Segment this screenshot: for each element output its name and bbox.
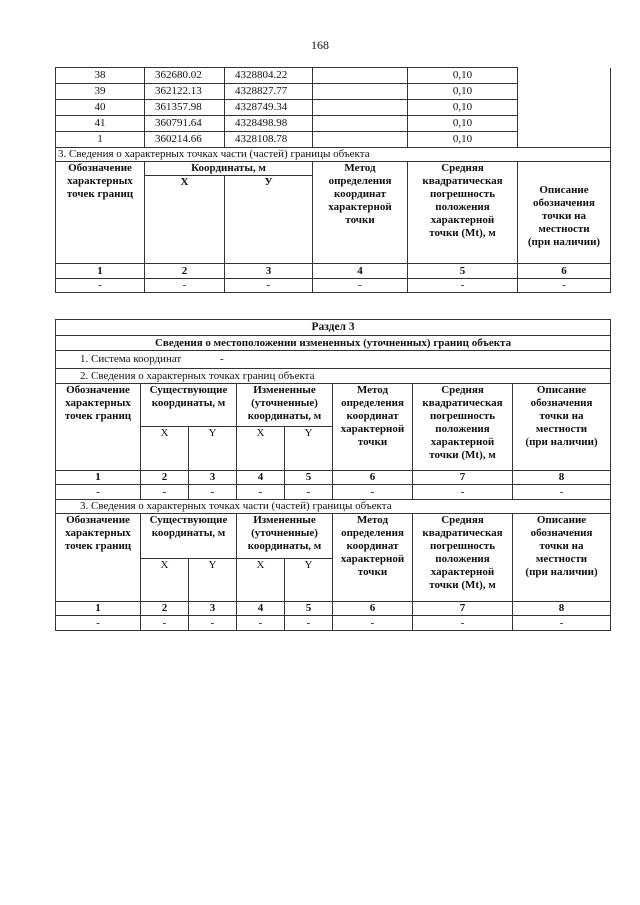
s3a-h-x1: X — [141, 427, 189, 471]
header-line: точки (Mt), м — [429, 227, 496, 239]
s3a-h-x2: X — [237, 427, 285, 471]
header-line: Измененные — [253, 384, 316, 396]
top-data-row — [56, 100, 611, 116]
sub2-title: 2. Сведения о характерных точках границ объекта — [56, 369, 611, 384]
empty-value: - — [141, 485, 189, 500]
s3b-h-y1: Y — [189, 559, 237, 602]
s3b-h-x2: X — [237, 559, 285, 602]
header-line: координат — [346, 410, 399, 422]
point-number: 39 — [56, 84, 145, 100]
header-line: определения — [341, 397, 404, 409]
description — [518, 132, 611, 148]
column-number: 8 — [513, 602, 611, 616]
empty-value: - — [225, 279, 313, 293]
h-text — [239, 514, 330, 553]
column-number: 4 — [237, 602, 285, 616]
coord-y: 4328827.77 — [225, 84, 313, 100]
column-number: 3 — [189, 471, 237, 485]
top-h-c4 — [313, 162, 408, 264]
method — [313, 68, 408, 84]
h-text — [239, 384, 330, 423]
header-line: Измененные — [253, 514, 316, 526]
coord-y: 4328108.78 — [225, 132, 313, 148]
header-line: характерной — [340, 553, 405, 565]
s3a-h-y1: Y — [189, 427, 237, 471]
s3a-h-changed — [237, 384, 333, 427]
column-number: 6 — [333, 602, 413, 616]
header-line: Описание — [536, 514, 587, 526]
header-line: обозначения — [530, 527, 593, 539]
empty-value: - — [237, 616, 285, 631]
description — [518, 100, 611, 116]
header-line: точки на — [539, 410, 584, 422]
header-line: точки — [345, 214, 375, 226]
s3b-h-changed — [237, 514, 333, 559]
empty-value: - — [333, 616, 413, 631]
header-line: погрешность — [429, 410, 496, 422]
top-h-c1 — [56, 162, 145, 264]
top-dashes-row — [56, 279, 611, 293]
header-line: характерных — [65, 527, 131, 539]
method — [313, 132, 408, 148]
coord-y: 4328498.98 — [225, 116, 313, 132]
h-text — [58, 514, 138, 553]
top-table — [55, 67, 611, 293]
header-line: Метод — [344, 162, 376, 174]
header-line: точки (Mt), м — [429, 449, 496, 461]
top-h-coords: Координаты, м — [145, 162, 313, 176]
empty-value: - — [56, 279, 145, 293]
h-text — [515, 514, 608, 579]
top-nums-row — [56, 264, 611, 279]
empty-value: - — [141, 616, 189, 631]
empty-value: - — [313, 279, 408, 293]
column-number: 7 — [413, 471, 513, 485]
mt-value: 0,10 — [408, 100, 518, 116]
empty-value: - — [518, 279, 611, 293]
point-number: 1 — [56, 132, 145, 148]
coord-x: 360214.66 — [145, 132, 225, 148]
h-text — [58, 162, 142, 201]
empty-value: - — [413, 485, 513, 500]
empty-value: - — [145, 279, 225, 293]
header-line: квадратическая — [422, 397, 503, 409]
header-line: квадратическая — [422, 527, 503, 539]
header-line: точки — [357, 566, 388, 578]
method — [313, 84, 408, 100]
empty-value: - — [285, 485, 333, 500]
header-line: обозначения — [533, 197, 595, 209]
h-text — [58, 384, 138, 423]
coord-x: 362122.13 — [145, 84, 225, 100]
column-number: 6 — [518, 264, 611, 279]
empty-value: - — [513, 616, 611, 631]
header-line: точек границ — [64, 410, 132, 422]
h-text — [335, 514, 410, 579]
s3a-h-c7 — [413, 384, 513, 471]
s3a-h-existing — [141, 384, 237, 427]
top-data-row — [56, 132, 611, 148]
h-text — [415, 384, 510, 462]
header-line: координаты, м — [151, 397, 226, 409]
top-data-row — [56, 68, 611, 84]
header-line: характерной — [430, 566, 495, 578]
header-line: Существующие — [149, 514, 228, 526]
empty-value: - — [56, 485, 141, 500]
empty-value: - — [513, 485, 611, 500]
column-number: 4 — [237, 471, 285, 485]
header-line: Обозначение — [66, 384, 130, 396]
coord-system-row — [56, 351, 611, 369]
column-number: 1 — [56, 602, 141, 616]
header-line: квадратическая — [422, 175, 503, 187]
coord-x: 362680.02 — [145, 68, 225, 84]
empty-value: - — [408, 279, 518, 293]
header-line: местности — [535, 423, 588, 435]
s3b-h-c8 — [513, 514, 611, 602]
header-line: координаты, м — [247, 410, 322, 422]
h-text — [335, 384, 410, 449]
top-data-row — [56, 84, 611, 100]
header-line: Метод — [356, 384, 389, 396]
header-line: точки на — [539, 540, 584, 552]
header-line: характерной — [430, 214, 495, 226]
s3-sub3-title: 3. Сведения о характерных точках части (частей) границы объекта — [56, 500, 611, 514]
column-number: 5 — [285, 602, 333, 616]
s3b-h-c7 — [413, 514, 513, 602]
s3b-h-y2: Y — [285, 559, 333, 602]
h-text — [410, 162, 515, 240]
s3b-h-c6 — [333, 514, 413, 602]
s3a-h-y2: Y — [285, 427, 333, 471]
empty-value: - — [189, 485, 237, 500]
top-data-row — [56, 116, 611, 132]
point-number: 40 — [56, 100, 145, 116]
header-line: характерных — [65, 397, 131, 409]
top-h-y: У — [225, 176, 313, 264]
header-line: координат — [346, 540, 399, 552]
header-line: (уточненные) — [251, 527, 318, 539]
h-text — [143, 384, 234, 410]
empty-value: - — [237, 485, 285, 500]
header-line: (при наличии) — [525, 436, 598, 448]
column-number: 7 — [413, 602, 513, 616]
mt-value: 0,10 — [408, 132, 518, 148]
top-h-c6 — [518, 162, 611, 264]
s3a-h-c8 — [513, 384, 611, 471]
header-line: погрешность — [429, 188, 496, 200]
header-line: характерной — [430, 436, 495, 448]
header-line: точек границ — [64, 540, 132, 552]
column-number: 5 — [408, 264, 518, 279]
s3b-dashes-row — [56, 616, 611, 631]
header-line: координаты, м — [151, 527, 226, 539]
header-line: положения — [435, 423, 490, 435]
h-text — [143, 514, 234, 540]
empty-value: - — [189, 616, 237, 631]
section3-title: Раздел 3 — [56, 320, 611, 336]
h-text — [415, 514, 510, 592]
column-number: 5 — [285, 471, 333, 485]
section3-subtitle: Сведения о местоположении измененных (уточненных) границ объекта — [56, 336, 611, 351]
header-line: погрешность — [429, 540, 496, 552]
header-line: характерной — [340, 423, 405, 435]
description — [518, 116, 611, 132]
header-line: Обозначение — [68, 162, 132, 174]
header-line: Обозначение — [66, 514, 130, 526]
header-line: (уточненные) — [251, 397, 318, 409]
coord-y: 4328804.22 — [225, 68, 313, 84]
coord-system-label: 1. Система координат — [80, 353, 182, 365]
coord-x: 361357.98 — [145, 100, 225, 116]
section3-table — [55, 319, 611, 631]
column-number: 6 — [333, 471, 413, 485]
top-sub3-row — [56, 148, 611, 162]
h-text — [520, 184, 608, 249]
mt-value: 0,10 — [408, 68, 518, 84]
top-h-c5 — [408, 162, 518, 264]
header-line: обозначения — [530, 397, 593, 409]
header-line: Описание — [539, 184, 589, 196]
header-line: Существующие — [149, 384, 228, 396]
header-line: Средняя — [441, 514, 484, 526]
header-line: (при наличии) — [527, 236, 601, 248]
header-line: определения — [341, 527, 404, 539]
header-line: положения — [435, 553, 490, 565]
header-line: положения — [435, 201, 490, 213]
column-number: 3 — [189, 602, 237, 616]
column-number: 2 — [141, 602, 189, 616]
column-number: 1 — [56, 471, 141, 485]
header-line: местности — [538, 223, 590, 235]
empty-value: - — [56, 616, 141, 631]
header-line: Средняя — [441, 162, 484, 174]
header-line: координаты, м — [247, 540, 322, 552]
header-line: точки на — [542, 210, 586, 222]
column-number: 4 — [313, 264, 408, 279]
top-h-x: Х — [145, 176, 225, 264]
empty-value: - — [413, 616, 513, 631]
s3b-h-c1 — [56, 514, 141, 602]
description — [518, 68, 611, 84]
coord-y: 4328749.34 — [225, 100, 313, 116]
header-line: характерной — [328, 201, 392, 213]
header-line: координат — [333, 188, 387, 200]
point-number: 38 — [56, 68, 145, 84]
empty-value: - — [333, 485, 413, 500]
mt-value: 0,10 — [408, 84, 518, 100]
s3b-h-x1: X — [141, 559, 189, 602]
s3a-nums-row — [56, 471, 611, 485]
header-line: точки (Mt), м — [429, 579, 496, 591]
h-text — [515, 384, 608, 449]
s3b-h-existing — [141, 514, 237, 559]
mt-value: 0,10 — [408, 116, 518, 132]
h-text — [315, 162, 405, 227]
point-number: 41 — [56, 116, 145, 132]
s3a-dashes-row — [56, 485, 611, 500]
coord-system-value: - — [219, 353, 224, 365]
column-number: 8 — [513, 471, 611, 485]
column-number: 3 — [225, 264, 313, 279]
header-line: точки — [357, 436, 388, 448]
header-line: определения — [328, 175, 392, 187]
empty-value: - — [285, 616, 333, 631]
column-number: 2 — [141, 471, 189, 485]
header-line: местности — [535, 553, 588, 565]
method — [313, 116, 408, 132]
header-line: Описание — [536, 384, 587, 396]
column-number: 1 — [56, 264, 145, 279]
s3a-h-c1 — [56, 384, 141, 471]
column-number: 2 — [145, 264, 225, 279]
top-sub3-title: 3. Сведения о характерных точках части (частей) границы объекта — [56, 148, 611, 162]
header-line: точек границ — [66, 188, 134, 200]
s3b-nums-row — [56, 602, 611, 616]
description — [518, 84, 611, 100]
header-line: Средняя — [441, 384, 484, 396]
page-number: 168 — [311, 38, 329, 52]
header-line: (при наличии) — [525, 566, 598, 578]
method — [313, 100, 408, 116]
header-line: Метод — [356, 514, 389, 526]
header-line: характерных — [67, 175, 133, 187]
coord-x: 360791.64 — [145, 116, 225, 132]
s3a-h-c6 — [333, 384, 413, 471]
